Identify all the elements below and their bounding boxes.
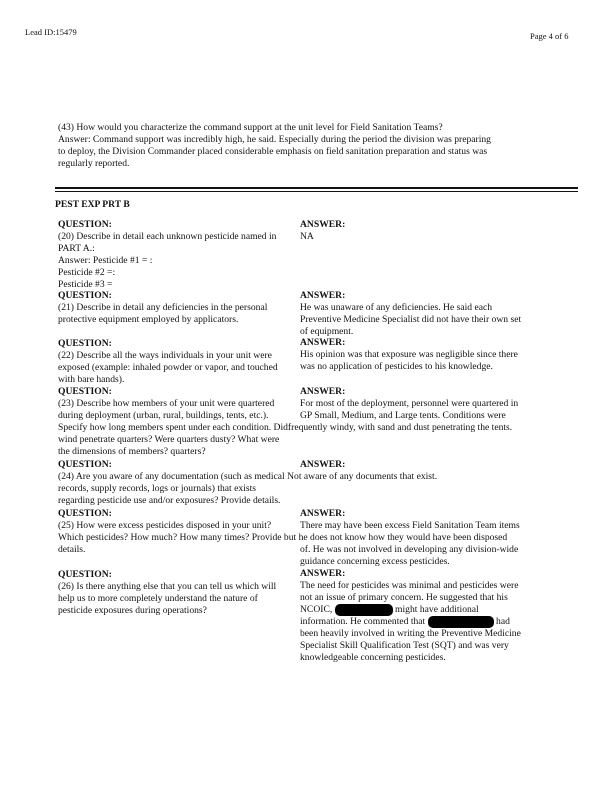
section-title: PEST EXP PRT B xyxy=(55,199,130,210)
q22-text: with bare hands). xyxy=(58,374,125,385)
q21-text: (21) Describe in detail any deficiencies in the personal xyxy=(58,302,268,313)
q23-answer: For most of the deployment, personnel were quartered in xyxy=(300,398,519,409)
q22-text: (22) Describe all the ways individuals in your unit were xyxy=(58,350,272,361)
q43-line: (43) How would you characterize the command support at the unit level for Field Sanitation Teams? xyxy=(58,122,443,133)
answer-label: ANSWER: xyxy=(300,459,346,470)
q25-text: details. xyxy=(58,544,86,555)
answer-label: ANSWER: xyxy=(300,568,346,579)
q23-text: during deployment (urban, rural, buildings, tents, etc.). xyxy=(58,410,269,421)
q21-text: protective equipment employed by applicators. xyxy=(58,314,239,325)
q25-answer: There may have been excess Field Sanitation Team items xyxy=(300,520,520,531)
q43-line: Answer: Command support was incredibly high, he said. Especially during the period the division was preparing xyxy=(58,134,491,145)
answer-label: ANSWER: xyxy=(300,290,346,301)
q26-answer xyxy=(300,616,510,628)
q26-answer: The need for pesticides was minimal and pesticides were xyxy=(300,580,519,591)
q23-text: (23) Describe how members of your unit were quartered xyxy=(58,398,275,409)
question-label: QUESTION: xyxy=(58,508,112,519)
q20-answer: NA xyxy=(300,231,314,242)
q23-text: the dimensions of members? quarters? xyxy=(58,446,206,457)
q21-answer: He was unaware of any deficiencies. He said each xyxy=(300,302,493,313)
redaction-block xyxy=(335,604,393,616)
q25-mixed-line: Which pesticides? How much? How many times? Provide but he does not know how they would have been disposed xyxy=(58,532,508,543)
section-divider-thin xyxy=(55,191,578,192)
q26-answer xyxy=(300,604,479,616)
q20-text: Pesticide #3 = xyxy=(58,279,113,290)
q22-text: exposed (example: inhaled powder or vapor, and touched xyxy=(58,362,278,373)
q23-text: wind penetrate quarters? Were quarters dusty? What were xyxy=(58,434,280,445)
question-label: QUESTION: xyxy=(58,338,112,349)
q26-text: pesticide exposures during operations? xyxy=(58,605,207,616)
section-divider xyxy=(55,187,578,189)
q26-answer: Specialist Skill Qualification Test (SQT) and was very xyxy=(300,640,509,651)
answer-label: ANSWER: xyxy=(300,386,346,397)
q26-answer: not an issue of primary concern. He suggested that his xyxy=(300,592,508,603)
q26-answer: been heavily involved in writing the Preventive Medicine xyxy=(300,628,521,639)
question-label: QUESTION: xyxy=(58,290,112,301)
q26-text: help us to more completely understand the nature of xyxy=(58,593,258,604)
lead-id: Lead ID:15479 xyxy=(25,27,77,37)
q24-text: records, supply records, logs or journals) that exists xyxy=(58,483,256,494)
q26-answer: knowledgeable concerning pesticides. xyxy=(300,652,446,663)
redaction-line-text-after: might have additional xyxy=(392,604,479,615)
q25-answer: guidance concerning excess pesticides. xyxy=(300,556,450,567)
q43-line: regularly reported. xyxy=(58,158,130,169)
answer-label: ANSWER: xyxy=(300,337,346,348)
q20-text: Pesticide #2 =: xyxy=(58,267,116,278)
answer-label: ANSWER: xyxy=(300,219,346,230)
answer-label: ANSWER: xyxy=(300,508,346,519)
q25-answer: of. He was not involved in developing any division-wide xyxy=(300,544,519,555)
q25-text: (25) How were excess pesticides disposed in your unit? xyxy=(58,520,272,531)
q26-text: (26) Is there anything else that you can tell us which will xyxy=(58,581,277,592)
redaction-line-text-before: information. He commented that xyxy=(300,616,428,627)
q23-answer: GP Small, Medium, and Large tents. Conditions were xyxy=(300,410,506,421)
redaction-block xyxy=(428,616,494,628)
redaction-line-text-before: NCOIC, xyxy=(300,604,335,615)
q22-answer: was no application of pesticides to his knowledge. xyxy=(300,361,493,372)
q21-answer: Preventive Medicine Specialist did not have their own set xyxy=(300,314,522,325)
q22-answer: His opinion was that exposure was negligible since there xyxy=(300,349,518,360)
question-label: QUESTION: xyxy=(58,569,112,580)
question-label: QUESTION: xyxy=(58,386,112,397)
q21-answer: of equipment. xyxy=(300,326,354,337)
q24-mixed-line: (24) Are you aware of any documentation (such as medical Not aware of any documents that exist. xyxy=(58,471,438,482)
page-number: Page 4 of 6 xyxy=(530,31,569,41)
redaction-line-text-after: had xyxy=(493,616,510,627)
q20-text: (20) Describe in detail each unknown pesticide named in xyxy=(58,231,277,242)
q20-text: PART A.: xyxy=(58,243,95,254)
question-label: QUESTION: xyxy=(58,219,112,230)
question-label: QUESTION: xyxy=(58,459,112,470)
q43-line: to deploy, the Division Commander placed considerable emphasis on field sanitation preparation and status was xyxy=(58,146,488,157)
q20-text: Answer: Pesticide #1 = : xyxy=(58,255,153,266)
q23-mixed-line: Specify how long members spent under each condition. Didfrequently windy, with sand and dust penetrating the tents. xyxy=(58,422,513,433)
q24-text: regarding pesticide use and/or exposures? Provide details. xyxy=(58,495,281,506)
